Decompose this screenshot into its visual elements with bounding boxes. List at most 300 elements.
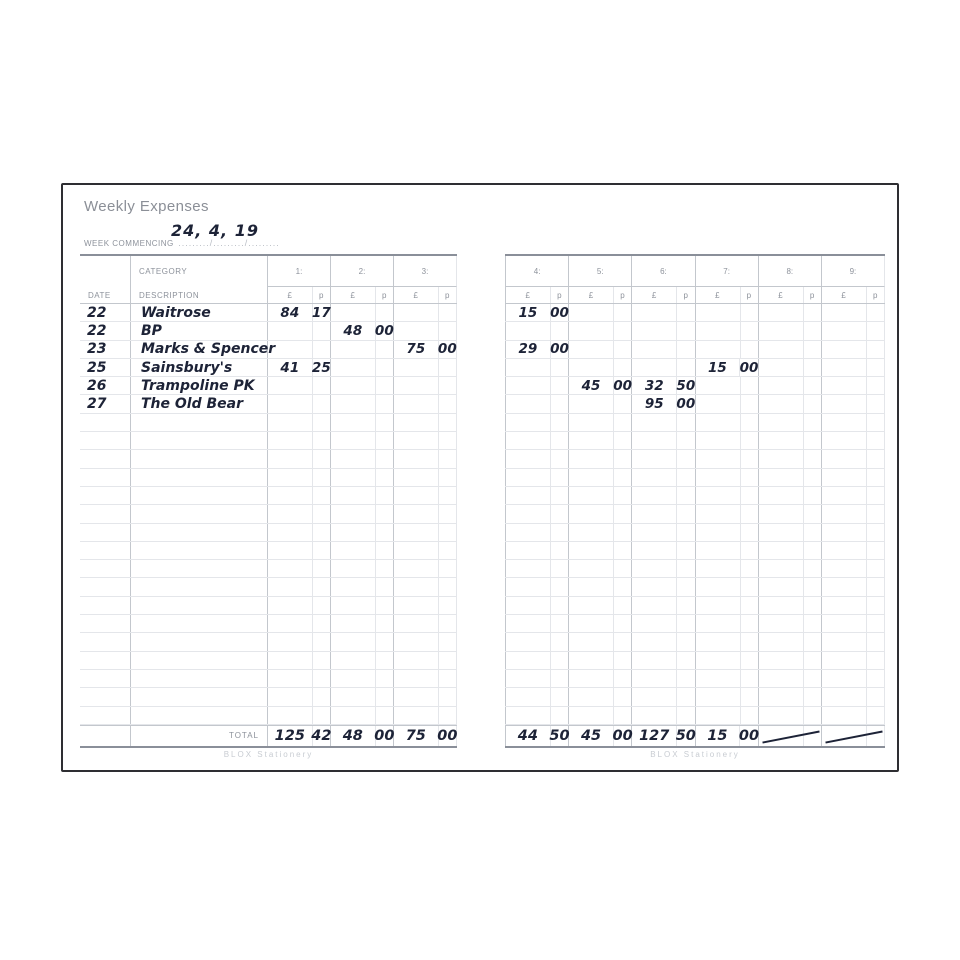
category-header-spacer [80, 256, 131, 287]
amount-pence [551, 688, 568, 705]
amount-cell [696, 304, 759, 321]
entry-date-cell: 22 [80, 322, 131, 339]
amount-cell [505, 450, 569, 467]
amount-pounds [394, 487, 439, 504]
ledger-empty-row [505, 542, 885, 560]
amount-pence [804, 322, 821, 339]
ledger-header-categories-row [505, 256, 885, 287]
amount-pounds [759, 395, 804, 412]
amount-pence [439, 652, 456, 669]
amount-pounds [632, 707, 677, 724]
total-row-spacer [80, 726, 131, 746]
amount-pence [313, 432, 330, 449]
amount-cell [331, 341, 394, 358]
entry-description-cell: The Old Bear [131, 395, 268, 412]
amount-cell [759, 450, 822, 467]
amount-pence [804, 450, 821, 467]
total-pence: 42 [311, 727, 332, 744]
amount-pounds [569, 707, 614, 724]
amount-cell [569, 615, 632, 632]
amount-cell [569, 359, 632, 376]
category-label: CATEGORY [131, 256, 268, 287]
page-title: Weekly Expenses [84, 198, 209, 215]
amount-pounds [268, 578, 313, 595]
amount-pounds [822, 304, 867, 321]
amount-pounds [696, 670, 741, 687]
amount-pounds [759, 414, 804, 431]
amount-pounds [822, 432, 867, 449]
entry-date-cell: 23 [80, 341, 131, 358]
ledger-empty-row [80, 524, 457, 542]
amount-pence [804, 615, 821, 632]
amount-pence [741, 560, 758, 577]
amount-pence [551, 652, 568, 669]
amount-pence [677, 652, 694, 669]
amount-pounds [632, 469, 677, 486]
amount-cell [696, 505, 759, 522]
amount-pence [551, 670, 568, 687]
entry-date-cell: 25 [80, 359, 131, 376]
amount-pence [551, 322, 568, 339]
amount-cell [696, 560, 759, 577]
amount-pence: 00 [437, 341, 457, 358]
amount-cell [394, 542, 457, 559]
amount-cell [759, 615, 822, 632]
amount-pence [677, 469, 694, 486]
amount-pounds [759, 505, 804, 522]
amount-pence [614, 633, 631, 650]
entry-date-cell [80, 450, 131, 467]
amount-pounds [268, 395, 313, 412]
amount-pence [376, 652, 393, 669]
amount-pence [614, 597, 631, 614]
amount-cell [394, 487, 457, 504]
entry-description-cell [131, 652, 268, 669]
ledger-header-categories-row [80, 256, 457, 287]
amount-cell [268, 469, 331, 486]
amount-cell [569, 432, 632, 449]
amount-pence [614, 505, 631, 522]
amount-pence [804, 707, 821, 724]
amount-pounds [632, 341, 677, 358]
amount-pounds: 15 [696, 359, 741, 376]
ledger-empty-row [505, 633, 885, 651]
amount-pence: 00 [739, 359, 759, 376]
ledger-entry-row [505, 377, 885, 395]
amount-pounds [268, 707, 313, 724]
amount-pence [867, 670, 884, 687]
amount-cell [268, 524, 331, 541]
amount-pounds [696, 450, 741, 467]
amount-cell [822, 487, 885, 504]
amount-pounds [569, 615, 614, 632]
entry-description-cell [131, 578, 268, 595]
amount-pounds [268, 505, 313, 522]
amount-pounds [696, 560, 741, 577]
amount-cell [632, 560, 695, 577]
amount-cell [759, 524, 822, 541]
amount-pence [313, 524, 330, 541]
amount-pence [439, 450, 456, 467]
ledger-entry-row [505, 395, 885, 413]
amount-pence [677, 560, 694, 577]
amount-pence [804, 377, 821, 394]
amount-cell [759, 597, 822, 614]
left-ledger-table [80, 254, 457, 748]
amount-cell [268, 450, 331, 467]
amount-cell [394, 560, 457, 577]
amount-pounds [569, 578, 614, 595]
amount-pounds [569, 414, 614, 431]
pence-symbol: p [683, 290, 689, 300]
amount-pence [376, 633, 393, 650]
amount-pence [677, 487, 694, 504]
amount-cell [759, 377, 822, 394]
amount-cell [331, 597, 394, 614]
amount-pence [741, 578, 758, 595]
amount-pence [614, 542, 631, 559]
amount-pounds [822, 469, 867, 486]
amount-pounds [394, 469, 439, 486]
amount-pounds [506, 524, 551, 541]
amount-pounds [569, 432, 614, 449]
ledger-entry-row [80, 377, 457, 395]
amount-cell [759, 322, 822, 339]
ledger-empty-row [80, 707, 457, 725]
amount-pounds [822, 542, 867, 559]
amount-pounds [759, 652, 804, 669]
total-pence: 00 [374, 727, 395, 744]
amount-cell [394, 524, 457, 541]
amount-pounds [632, 304, 677, 321]
amount-cell [822, 633, 885, 650]
amount-pence [439, 487, 456, 504]
amount-cell [268, 633, 331, 650]
ledger-entry-row [505, 304, 885, 322]
entry-date-cell [80, 688, 131, 705]
amount-cell [331, 414, 394, 431]
amount-pence [376, 377, 393, 394]
amount-cell [696, 542, 759, 559]
brand-footer-left: BLOX Stationery [223, 750, 314, 759]
pound-symbol: £ [569, 287, 614, 303]
amount-cell [822, 505, 885, 522]
amount-pence [313, 414, 330, 431]
amount-cell [759, 670, 822, 687]
amount-pence [867, 707, 884, 724]
amount-cell [505, 560, 569, 577]
amount-pounds [696, 395, 741, 412]
amount-pence [677, 633, 694, 650]
amount-pence [439, 469, 456, 486]
amount-cell [569, 377, 632, 394]
amount-cell [696, 432, 759, 449]
amount-cell [394, 322, 457, 339]
amount-pence [439, 633, 456, 650]
amount-cell [331, 322, 394, 339]
week-date-handwritten: 24, 4, 19 [171, 221, 259, 240]
week-column-header: 2: [331, 256, 394, 287]
amount-cell [696, 615, 759, 632]
amount-pounds [632, 542, 677, 559]
amount-pounds: 75 [394, 341, 439, 358]
amount-pence [376, 688, 393, 705]
amount-pounds [569, 560, 614, 577]
amount-pence [439, 524, 456, 541]
amount-pounds [394, 615, 439, 632]
amount-pounds [822, 578, 867, 595]
amount-pounds [268, 377, 313, 394]
week-column-header: 9: [822, 256, 885, 287]
amount-cell [822, 377, 885, 394]
amount-cell [696, 322, 759, 339]
amount-pence [439, 707, 456, 724]
amount-pence [867, 505, 884, 522]
amount-pence [804, 359, 821, 376]
entry-description-cell: Waitrose [131, 304, 268, 321]
amount-pence [313, 560, 330, 577]
amount-pence [741, 505, 758, 522]
pence-symbol: p [620, 290, 626, 300]
entry-date-cell [80, 505, 131, 522]
week-column-header: 4: [505, 256, 569, 287]
amount-pounds [506, 560, 551, 577]
amount-pence [614, 432, 631, 449]
amount-cell [505, 341, 569, 358]
amount-cell [394, 707, 457, 724]
amount-cell [632, 578, 695, 595]
amount-pounds [569, 652, 614, 669]
amount-pence [313, 707, 330, 724]
amount-pounds [506, 652, 551, 669]
amount-cell [331, 542, 394, 559]
amount-cell [505, 578, 569, 595]
amount-cell [505, 395, 569, 412]
ledger-header-units-row [80, 287, 457, 304]
amount-pence [804, 487, 821, 504]
amount-pounds [569, 597, 614, 614]
amount-cell [632, 505, 695, 522]
week-commencing-line [84, 221, 280, 251]
brand-footer-right: BLOX Stationery [650, 750, 740, 759]
amount-pounds [506, 450, 551, 467]
amount-pence [313, 341, 330, 358]
amount-cell [505, 487, 569, 504]
amount-cell [822, 652, 885, 669]
amount-cell [268, 505, 331, 522]
amount-pence [551, 707, 568, 724]
amount-cell [759, 560, 822, 577]
amount-pounds [331, 524, 376, 541]
amount-pence [677, 304, 694, 321]
total-pence: 00 [612, 727, 633, 744]
amount-pence [551, 505, 568, 522]
entry-date-cell: 22 [80, 304, 131, 321]
amount-pounds [268, 341, 313, 358]
amount-pounds [569, 505, 614, 522]
amount-cell [696, 633, 759, 650]
amount-pence [313, 615, 330, 632]
entry-date-cell [80, 469, 131, 486]
amount-cell [632, 414, 695, 431]
pence-symbol: p [318, 290, 324, 300]
entry-description-cell [131, 450, 268, 467]
entry-date-cell [80, 652, 131, 669]
amount-cell [822, 450, 885, 467]
amount-cell [505, 542, 569, 559]
total-pounds: 15 [696, 726, 741, 746]
entry-description-cell: Trampoline PK [131, 377, 268, 394]
amount-cell [759, 359, 822, 376]
amount-pence [741, 670, 758, 687]
amount-pence [439, 542, 456, 559]
amount-pence [614, 560, 631, 577]
amount-pence [741, 615, 758, 632]
amount-pence [867, 578, 884, 595]
amount-cell [822, 304, 885, 321]
ledger-empty-row [505, 615, 885, 633]
amount-pounds [331, 505, 376, 522]
total-pounds: 125 [268, 726, 313, 746]
amount-pence: 50 [676, 377, 696, 394]
amount-cell [394, 414, 457, 431]
amount-pence [804, 469, 821, 486]
amount-pence [614, 524, 631, 541]
entry-date-cell [80, 542, 131, 559]
amount-pounds [394, 304, 439, 321]
total-pounds: 45 [569, 726, 614, 746]
total-amount-cell [331, 726, 394, 746]
amount-pence [614, 578, 631, 595]
amount-cell [569, 560, 632, 577]
amount-pence [804, 505, 821, 522]
amount-pence [614, 487, 631, 504]
amount-pence [376, 487, 393, 504]
amount-cell [822, 597, 885, 614]
total-pounds: 127 [632, 726, 677, 746]
entry-description-cell [131, 542, 268, 559]
amount-pence [741, 395, 758, 412]
amount-pence [867, 542, 884, 559]
amount-cell [632, 524, 695, 541]
amount-pounds [569, 304, 614, 321]
amount-cell [394, 395, 457, 412]
amount-pence [614, 707, 631, 724]
amount-cell [822, 615, 885, 632]
entry-description-cell [131, 688, 268, 705]
pound-symbol: £ [822, 287, 867, 303]
amount-pence [376, 395, 393, 412]
ledger-empty-row [505, 578, 885, 596]
amount-cell [394, 615, 457, 632]
amount-pence [804, 597, 821, 614]
amount-cell [822, 414, 885, 431]
amount-pence [804, 395, 821, 412]
amount-pounds: 41 [268, 359, 313, 376]
amount-cell [268, 652, 331, 669]
amount-pounds [268, 322, 313, 339]
ledger-entry-row [505, 341, 885, 359]
amount-pounds [268, 432, 313, 449]
pence-symbol: p [444, 290, 450, 300]
amount-pence [376, 670, 393, 687]
amount-pence [867, 359, 884, 376]
ledger-empty-row [80, 670, 457, 688]
total-pence: 00 [437, 727, 458, 744]
amount-pounds [759, 469, 804, 486]
amount-cell [822, 524, 885, 541]
entry-description-cell [131, 707, 268, 724]
amount-pence [551, 524, 568, 541]
amount-pounds [394, 688, 439, 705]
unit-header-cell [394, 287, 457, 303]
amount-cell [569, 597, 632, 614]
amount-pounds [506, 633, 551, 650]
total-amount-cell [632, 726, 695, 746]
amount-pounds [632, 524, 677, 541]
amount-pence [313, 633, 330, 650]
amount-pence [804, 432, 821, 449]
amount-pence [376, 469, 393, 486]
amount-cell [569, 395, 632, 412]
amount-pence [677, 505, 694, 522]
pence-symbol: p [557, 290, 563, 300]
amount-pence [439, 414, 456, 431]
amount-pounds [696, 578, 741, 595]
amount-pounds [632, 597, 677, 614]
amount-pounds [506, 597, 551, 614]
amount-pounds [394, 652, 439, 669]
amount-pounds [632, 487, 677, 504]
amount-pounds [394, 414, 439, 431]
amount-pounds [394, 670, 439, 687]
amount-cell [268, 487, 331, 504]
total-pence: 50 [549, 727, 570, 744]
total-amount-cell [394, 726, 457, 746]
amount-pounds [632, 414, 677, 431]
week-column-header: 6: [632, 256, 695, 287]
amount-pounds [569, 395, 614, 412]
amount-pounds [268, 560, 313, 577]
amount-pence [804, 341, 821, 358]
amount-pence [677, 359, 694, 376]
amount-pence [376, 341, 393, 358]
amount-cell [331, 487, 394, 504]
entry-date-cell [80, 524, 131, 541]
amount-pence [614, 359, 631, 376]
entry-date-cell [80, 487, 131, 504]
amount-pence [313, 670, 330, 687]
amount-cell [696, 688, 759, 705]
amount-pounds [759, 377, 804, 394]
amount-cell [505, 505, 569, 522]
amount-cell [632, 542, 695, 559]
amount-cell [268, 615, 331, 632]
amount-pence [376, 359, 393, 376]
amount-pence [677, 524, 694, 541]
ledger-entry-row [80, 341, 457, 359]
right-ledger-table [505, 254, 885, 748]
amount-cell [394, 359, 457, 376]
amount-pounds [394, 377, 439, 394]
amount-pounds [759, 450, 804, 467]
amount-pence [439, 359, 456, 376]
amount-pounds [696, 615, 741, 632]
amount-pence [376, 432, 393, 449]
amount-pounds [268, 670, 313, 687]
amount-pounds [759, 615, 804, 632]
ledger-empty-row [505, 450, 885, 468]
